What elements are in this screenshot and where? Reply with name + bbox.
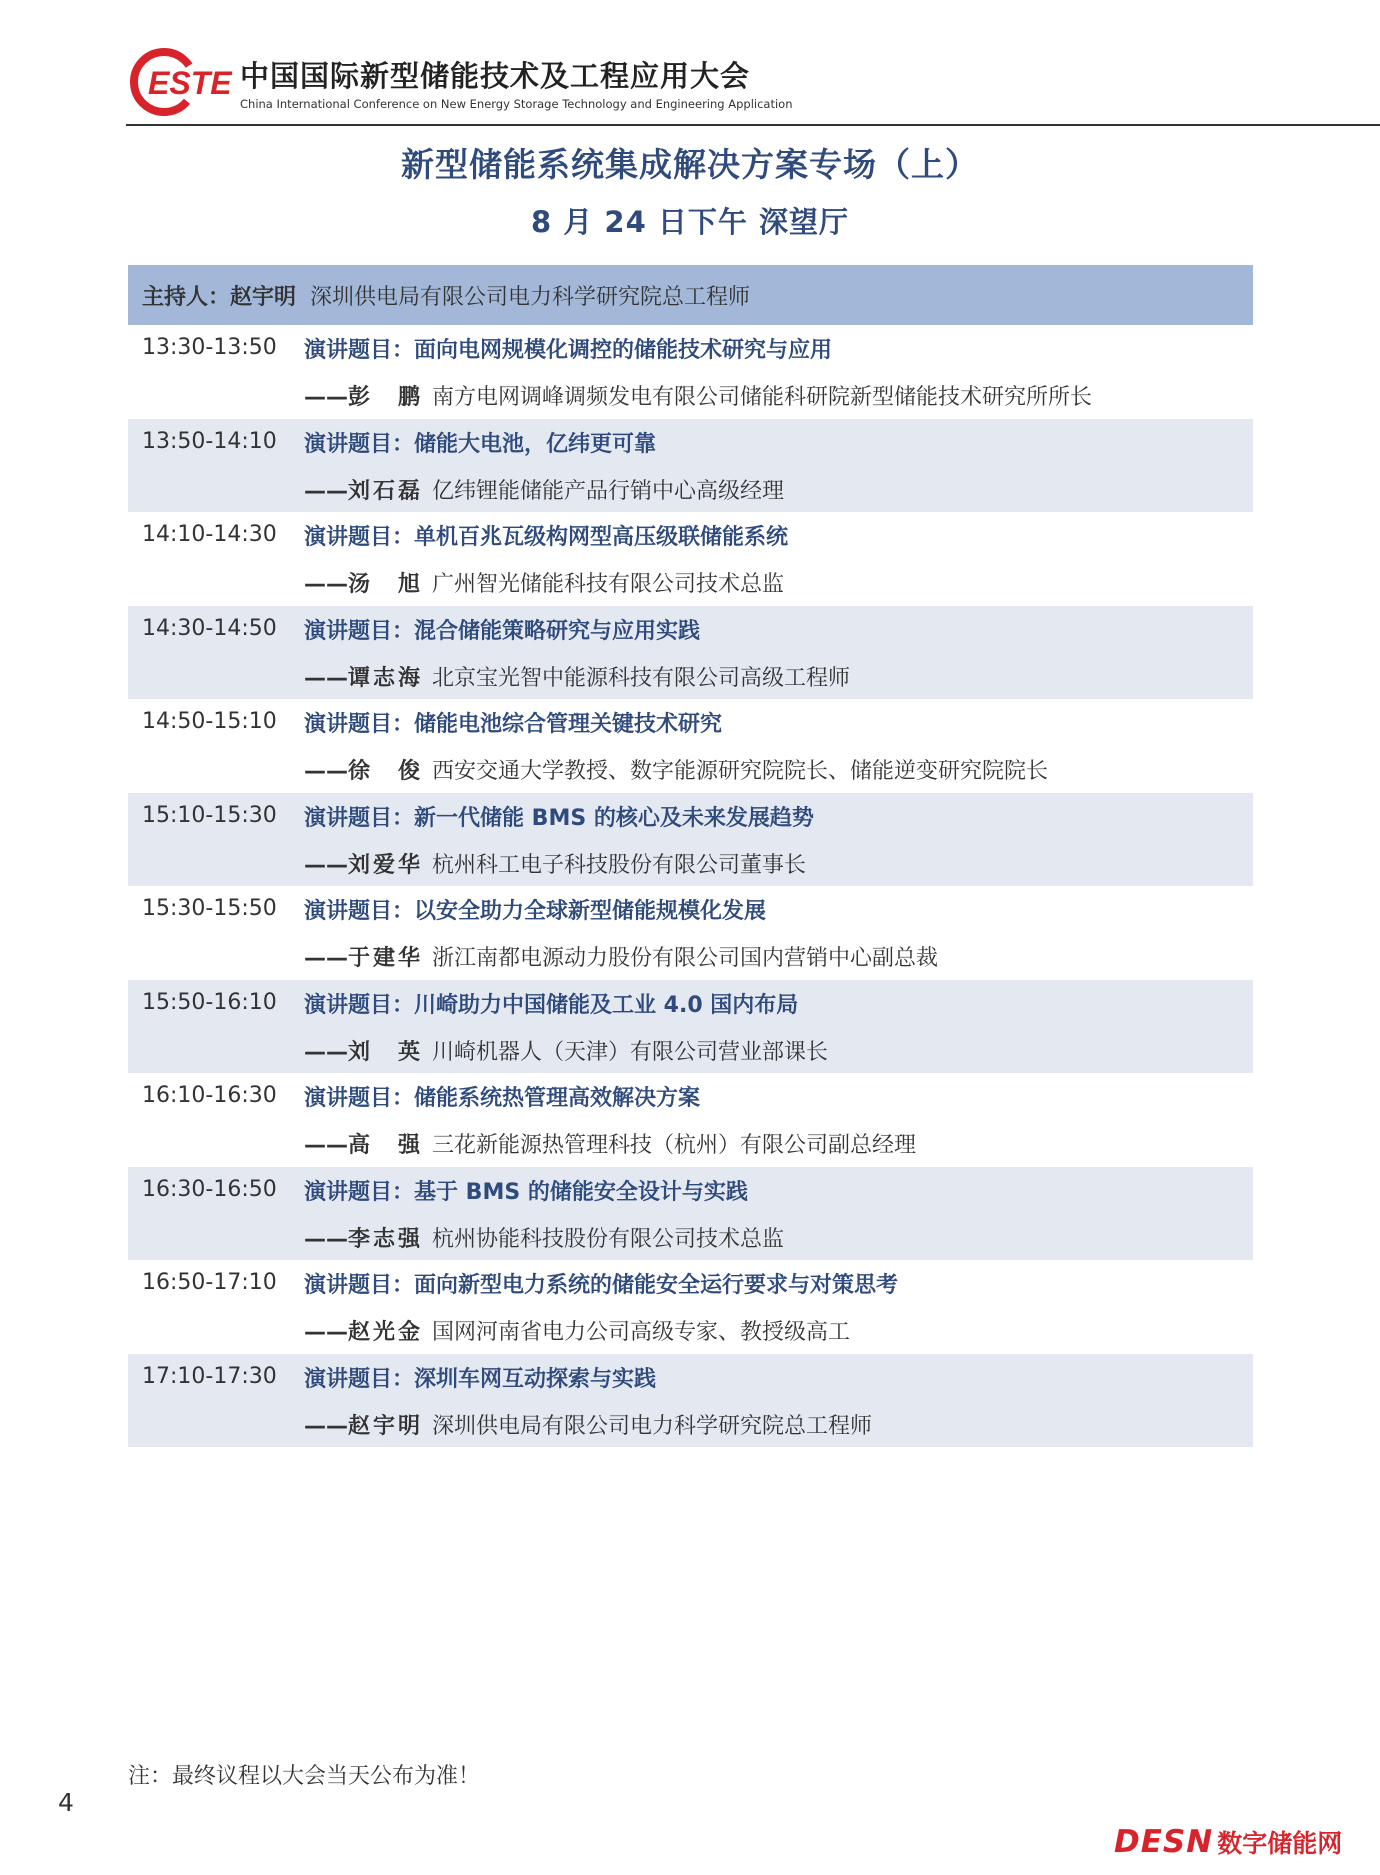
session-time: 14:30-14:50 — [142, 615, 277, 641]
topic-prefix: 演讲题目： — [304, 1086, 415, 1111]
session-speaker — [304, 754, 1048, 785]
speaker-affiliation: 杭州科工电子科技股份有限公司董事长 — [432, 852, 807, 878]
topic-prefix: 演讲题目： — [304, 805, 415, 831]
session-time: 16:50-17:10 — [142, 1270, 277, 1295]
session-topic — [304, 707, 722, 738]
speaker-name: 汤旭 — [348, 572, 420, 597]
speaker-name: 徐俊 — [348, 759, 420, 784]
session-row — [128, 1354, 1253, 1448]
brand-logo — [1114, 1824, 1342, 1860]
topic-prefix: 演讲题目： — [304, 618, 415, 644]
topic-text: 新一代储能 BMS 的核心及未来发展趋势 — [414, 805, 814, 831]
speaker-dash: —— — [304, 1039, 348, 1065]
session-time: 14:50-15:10 — [142, 709, 277, 734]
topic-text: 深圳车网互动探索与实践 — [414, 1366, 657, 1392]
session-topic — [304, 894, 766, 925]
topic-prefix: 演讲题目： — [304, 712, 415, 737]
speaker-name: 李志强 — [348, 1226, 420, 1252]
speaker-name: 刘爱华 — [348, 852, 420, 878]
speaker-affiliation: 亿纬锂能储能产品行销中心高级经理 — [432, 478, 785, 504]
topic-prefix: 演讲题目： — [304, 338, 415, 363]
topic-prefix: 演讲题目： — [304, 431, 415, 457]
session-row — [128, 699, 1253, 793]
host-title: 深圳供电局有限公司电力科学研究院总工程师 — [310, 284, 751, 310]
session-time: 17:10-17:30 — [142, 1363, 277, 1389]
session-row — [128, 325, 1253, 419]
speaker-affiliation: 国网河南省电力公司高级专家、教授级高工 — [432, 1320, 851, 1345]
session-speaker — [304, 1035, 828, 1066]
topic-text: 储能电池综合管理关键技术研究 — [414, 712, 723, 737]
session-speaker — [304, 1315, 850, 1346]
speaker-dash: —— — [304, 759, 348, 784]
session-row — [128, 886, 1253, 980]
conference-logo — [126, 44, 236, 120]
topic-prefix: 演讲题目： — [304, 992, 415, 1018]
speaker-dash: —— — [304, 852, 348, 878]
speaker-affiliation: 深圳供电局有限公司电力科学研究院总工程师 — [432, 1413, 873, 1439]
topic-prefix: 演讲题目： — [304, 1366, 415, 1392]
session-speaker — [304, 380, 1092, 411]
speaker-affiliation: 川崎机器人（天津）有限公司营业部课长 — [432, 1039, 829, 1065]
speaker-dash: —— — [304, 572, 348, 597]
session-topic — [304, 1081, 700, 1112]
session-date-venue: 8 月 24 日下午 深望厅 — [531, 205, 849, 239]
speaker-dash: —— — [304, 1226, 348, 1252]
session-topic — [304, 1175, 748, 1206]
speaker-affiliation: 西安交通大学教授、数字能源研究院院长、储能逆变研究院院长 — [432, 759, 1049, 784]
speaker-dash: —— — [304, 946, 348, 971]
speaker-name: 谭志海 — [348, 665, 420, 691]
session-topic — [304, 520, 788, 551]
conference-name-cn: 中国国际新型储能技术及工程应用大会 — [240, 59, 751, 93]
brand-logo-en: DESN — [1114, 1824, 1214, 1860]
session-title: 新型储能系统集成解决方案专场（上） — [401, 145, 979, 184]
speaker-name: 高强 — [348, 1133, 420, 1158]
topic-prefix: 演讲题目： — [304, 899, 415, 924]
speaker-name: 于建华 — [348, 946, 420, 971]
topic-text: 储能系统热管理高效解决方案 — [414, 1086, 701, 1111]
session-time: 15:50-16:10 — [142, 989, 277, 1015]
topic-text: 川崎助力中国储能及工业 4.0 国内布局 — [414, 992, 799, 1018]
session-time: 16:30-16:50 — [142, 1176, 277, 1202]
speaker-dash: —— — [304, 385, 348, 410]
session-row — [128, 980, 1253, 1074]
speaker-name: 刘英 — [348, 1039, 420, 1065]
session-topic — [304, 427, 656, 458]
session-list — [128, 325, 1253, 1447]
host-name: 赵宇明 — [230, 284, 297, 310]
session-speaker — [304, 567, 784, 598]
speaker-dash: —— — [304, 1320, 348, 1345]
speaker-name: 彭鹏 — [348, 385, 420, 410]
session-speaker — [304, 1409, 872, 1440]
conference-name — [240, 54, 793, 111]
speaker-affiliation: 北京宝光智中能源科技有限公司高级工程师 — [432, 665, 851, 691]
speaker-name: 刘石磊 — [348, 478, 420, 504]
topic-text: 以安全助力全球新型储能规模化发展 — [414, 899, 767, 924]
topic-text: 混合储能策略研究与应用实践 — [414, 618, 701, 644]
speaker-name: 赵宇明 — [348, 1413, 420, 1439]
session-topic — [304, 1268, 898, 1299]
page-number: 4 — [58, 1788, 74, 1817]
session-speaker — [304, 941, 938, 972]
session-row — [128, 1167, 1253, 1261]
session-topic — [304, 333, 832, 364]
topic-text: 基于 BMS 的储能安全设计与实践 — [414, 1179, 748, 1205]
session-topic — [304, 988, 798, 1019]
speaker-dash: —— — [304, 1413, 348, 1439]
speaker-dash: —— — [304, 478, 348, 504]
speaker-affiliation: 广州智光储能科技有限公司技术总监 — [432, 572, 785, 597]
speaker-dash: —— — [304, 665, 348, 691]
host-row — [128, 265, 1253, 325]
speaker-affiliation: 浙江南都电源动力股份有限公司国内营销中心副总裁 — [432, 946, 939, 971]
session-time: 13:30-13:50 — [142, 335, 277, 360]
conference-name-en: China International Conference on New Energy Storage Technology and Engineering Application — [240, 97, 793, 111]
session-speaker — [304, 1128, 916, 1159]
speaker-name: 赵光金 — [348, 1320, 420, 1345]
logo-text: ESTE — [148, 65, 232, 101]
topic-text: 单机百兆瓦级构网型高压级联储能系统 — [414, 525, 789, 550]
session-time: 13:50-14:10 — [142, 428, 277, 454]
topic-text: 储能大电池，亿纬更可靠 — [414, 431, 657, 457]
session-speaker — [304, 848, 806, 879]
session-speaker — [304, 474, 784, 505]
session-row — [128, 606, 1253, 700]
session-row — [128, 419, 1253, 513]
agenda-note: 注：最终议程以大会当天公布为准！ — [128, 1764, 481, 1789]
speaker-affiliation: 三花新能源热管理科技（杭州）有限公司副总经理 — [432, 1133, 917, 1158]
topic-prefix: 演讲题目： — [304, 1273, 415, 1298]
session-time: 14:10-14:30 — [142, 522, 277, 547]
session-row — [128, 1073, 1253, 1167]
topic-text: 面向新型电力系统的储能安全运行要求与对策思考 — [414, 1273, 899, 1298]
speaker-dash: —— — [304, 1133, 348, 1158]
topic-text: 面向电网规模化调控的储能技术研究与应用 — [414, 338, 833, 363]
session-topic — [304, 1362, 656, 1393]
session-topic — [304, 801, 814, 832]
session-time: 15:10-15:30 — [142, 802, 277, 828]
session-row — [128, 1260, 1253, 1354]
speaker-affiliation: 南方电网调峰调频发电有限公司储能科研院新型储能技术研究所所长 — [432, 385, 1093, 410]
host-label: 主持人： — [142, 284, 231, 310]
session-speaker — [304, 661, 850, 692]
session-speaker — [304, 1222, 784, 1253]
session-time: 15:30-15:50 — [142, 896, 277, 921]
speaker-affiliation: 杭州协能科技股份有限公司技术总监 — [432, 1226, 785, 1252]
session-row — [128, 793, 1253, 887]
agenda-table — [128, 265, 1253, 1447]
brand-logo-cn: 数字储能网 — [1217, 1829, 1343, 1858]
topic-prefix: 演讲题目： — [304, 525, 415, 550]
conference-header — [126, 44, 1380, 126]
topic-prefix: 演讲题目： — [304, 1179, 415, 1205]
session-topic — [304, 614, 700, 645]
session-row — [128, 512, 1253, 606]
session-time: 16:10-16:30 — [142, 1083, 277, 1108]
